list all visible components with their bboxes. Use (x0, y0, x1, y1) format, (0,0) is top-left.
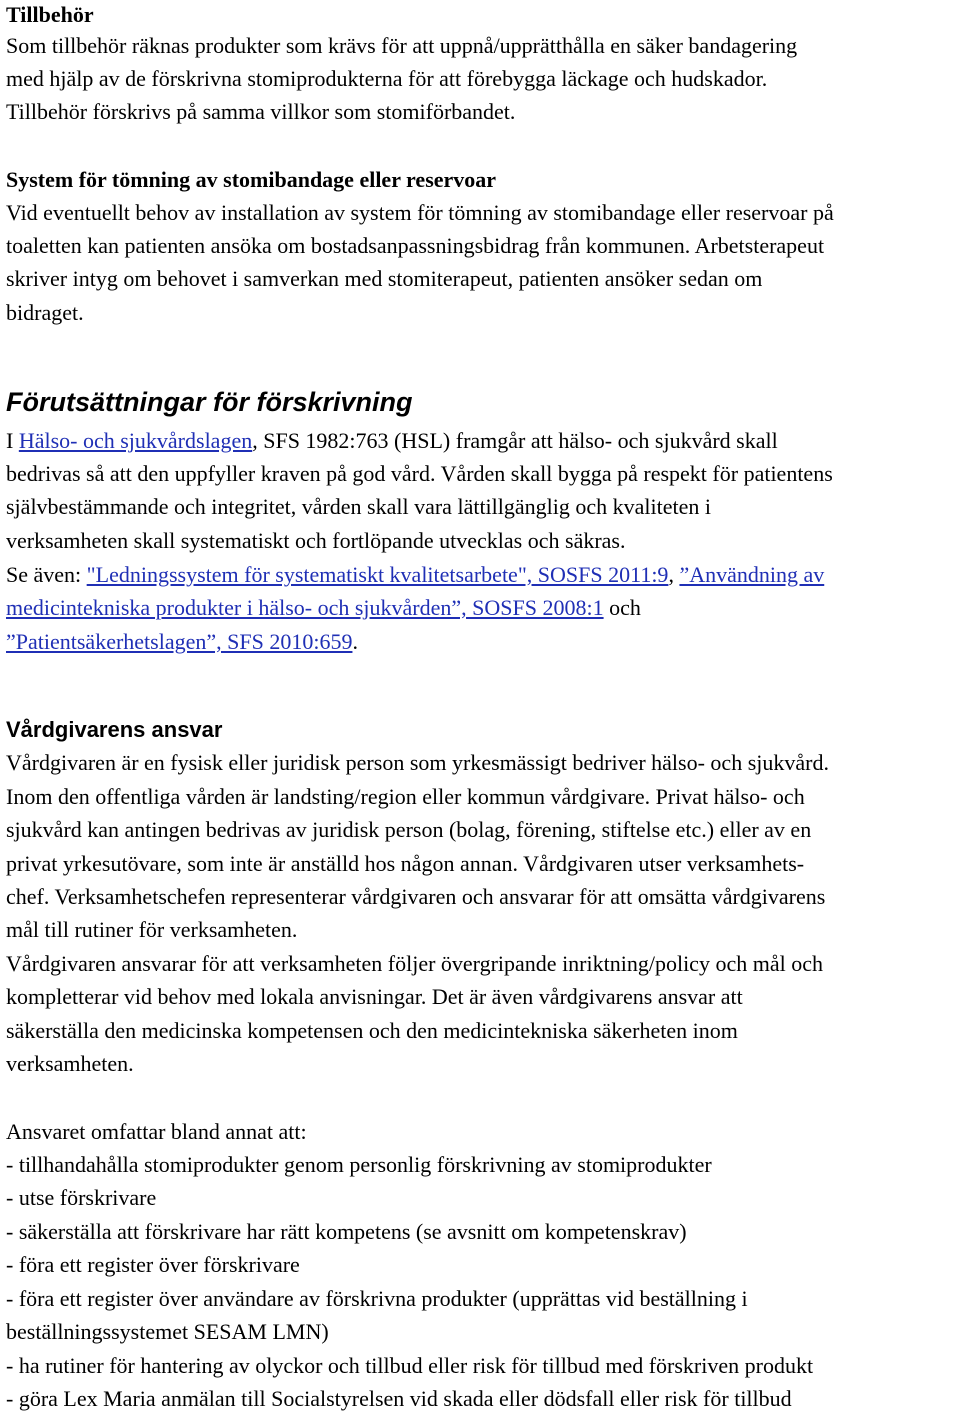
see-also-line (6, 591, 641, 624)
heading-system: System för tömning av stomibandage eller reservoar (6, 167, 497, 192)
paragraph-line: bidraget. (6, 300, 84, 325)
heading-tillbehor: Tillbehör (6, 2, 94, 27)
link-anvandning-part1[interactable]: ”Användning av (679, 562, 825, 587)
paragraph-line: verksamheten skall systematiskt och fortlöpande utvecklas och säkras. (6, 528, 626, 553)
see-also-line (6, 558, 824, 591)
paragraph-line: toaletten kan patienten ansöka om bostadsanpassningsbidrag från kommunen. Arbetsterapeut (6, 233, 825, 258)
heading-forutsattningar: Förutsättningar för förskrivning (6, 387, 413, 417)
see-also-label: Se även: (6, 562, 87, 587)
list-item: - ha rutiner för hantering av olyckor och tillbud eller risk för tillbud med förskriven produkt (6, 1353, 814, 1378)
paragraph-line: Tillbehör förskrivs på samma villkor som stomiförbandet. (6, 99, 516, 124)
text-fragment: och (603, 595, 641, 620)
paragraph-line: Inom den offentliga vården är landsting/region eller kommun vårdgivare. Privat hälso- och (6, 784, 805, 809)
paragraph-line: skriver intyg om behovet i samverkan med stomiterapeut, patienten ansöker sedan om (6, 266, 763, 291)
list-item: - göra Lex Maria anmälan till Socialstyrelsen vid skada eller dödsfall eller risk för tillbud (6, 1386, 792, 1411)
text-fragment: , SFS 1982:763 (HSL) framgår att hälso- och sjukvård skall (252, 428, 778, 453)
heading-vardgivarens-ansvar: Vårdgivarens ansvar (6, 717, 223, 742)
link-patientsakerhetslagen[interactable]: ”Patientsäkerhetslagen”, SFS 2010:659 (6, 629, 353, 654)
paragraph-line: kompletterar vid behov med lokala anvisningar. Det är även vårdgivarens ansvar att (6, 984, 743, 1009)
text-fragment: . (352, 629, 358, 654)
list-intro: Ansvaret omfattar bland annat att: (6, 1119, 307, 1144)
paragraph-line: med hjälp av de förskrivna stomiprodukterna för att förebygga läckage och hudskador. (6, 66, 768, 91)
paragraph-line: verksamheten. (6, 1051, 134, 1076)
paragraph-line: säkerställa den medicinska kompetensen och den medicintekniska säkerheten inom (6, 1018, 738, 1043)
paragraph-line: Vårdgivaren är en fysisk eller juridisk person som yrkesmässigt bedriver hälso- och sjukvård. (6, 750, 829, 775)
list-item-continuation: beställningssystemet SESAM LMN) (6, 1319, 329, 1344)
paragraph-line: sjukvård kan antingen bedrivas av juridisk person (bolag, förening, stiftelse etc.) eller av en (6, 817, 812, 842)
paragraph-line: självbestämmande och integritet, vården skall vara lättillgänglig och kvaliteten i (6, 494, 711, 519)
paragraph-line: bedrivas så att den uppfyller kraven på god vård. Vården skall bygga på respekt för patientens (6, 461, 833, 486)
paragraph-line: Som tillbehör räknas produkter som krävs för att uppnå/upprätthålla en säker bandagering (6, 33, 798, 58)
list-item: - föra ett register över förskrivare (6, 1252, 300, 1277)
link-anvandning-part2[interactable]: medicintekniska produkter i hälso- och sjukvården”, SOSFS 2008:1 (6, 595, 604, 620)
see-also-line (6, 625, 358, 658)
link-ledningssystem[interactable]: "Ledningssystem för systematiskt kvalitetsarbete", SOSFS 2011:9 (86, 562, 669, 587)
list-item: - föra ett register över användare av förskrivna produkter (upprättas vid beställning i (6, 1286, 748, 1311)
text-fragment: I (6, 428, 19, 453)
list-item: - tillhandahålla stomiprodukter genom personlig förskrivning av stomiprodukter (6, 1152, 712, 1177)
paragraph-line-hsl (6, 424, 778, 457)
text-fragment: , (668, 562, 680, 587)
list-item: - säkerställa att förskrivare har rätt kompetens (se avsnitt om kompetenskrav) (6, 1219, 687, 1244)
paragraph-line: privat yrkesutövare, som inte är anställd hos någon annan. Vårdgivaren utser verksamhets- (6, 851, 805, 876)
paragraph-line: Vårdgivaren ansvarar för att verksamheten följer övergripande inriktning/policy och mål och (6, 951, 823, 976)
list-item: - utse förskrivare (6, 1185, 157, 1210)
paragraph-line: chef. Verksamhetschefen representerar vårdgivaren och ansvarar för att omsätta vårdgivarens (6, 884, 826, 909)
paragraph-line: Vid eventuellt behov av installation av system för tömning av stomibandage eller reservoar på (6, 200, 834, 225)
link-halso-och-sjukvardslagen[interactable]: Hälso- och sjukvårdslagen (18, 428, 253, 453)
paragraph-line: mål till rutiner för verksamheten. (6, 917, 298, 942)
